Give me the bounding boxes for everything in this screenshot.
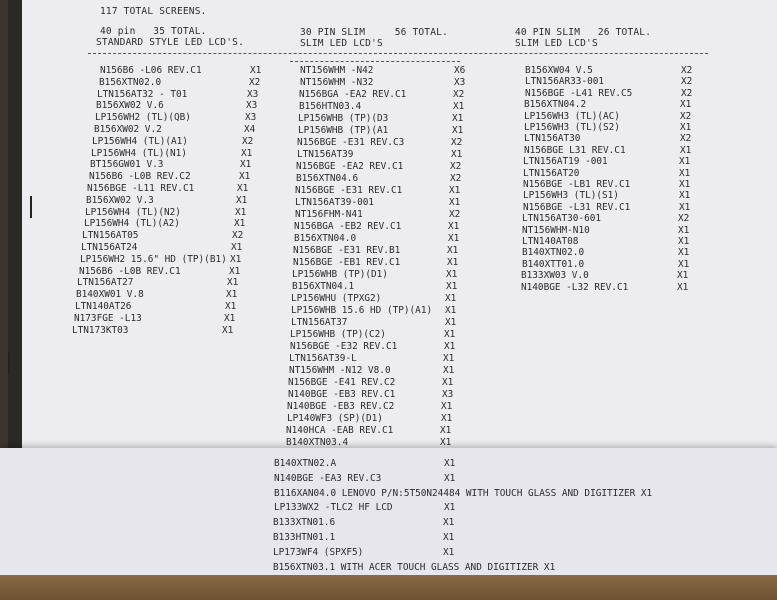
screen-qty: X2 xyxy=(232,230,244,242)
screen-model-row: N140BGE -EA3 REV.C3 xyxy=(274,472,382,484)
col2-subtitle: SLIM LED LCD'S xyxy=(300,38,383,49)
screen-qty: X2 xyxy=(680,133,692,145)
paper-edge-shadow xyxy=(8,0,22,468)
screen-model-row: LTN140AT08 xyxy=(522,236,579,247)
screen-model-row: LTN156AT05 xyxy=(82,230,139,242)
screen-model-row: LP156WHB (TP)(C2) xyxy=(290,329,386,340)
screen-qty: X1 xyxy=(440,425,452,436)
screen-model-row: LTN156AT30-601 xyxy=(522,213,602,225)
screen-qty: X2 xyxy=(678,213,690,225)
screen-model-row: B140XTT01.0 xyxy=(522,258,585,270)
screen-qty: X6 xyxy=(454,65,466,76)
col1-subtitle: STANDARD STYLE LED LCD'S. xyxy=(96,37,244,48)
screen-qty: X1 xyxy=(448,233,460,244)
screen-model-row: B156XTN04.0 xyxy=(294,233,357,244)
col2-title: 30 PIN SLIM 56 TOTAL. xyxy=(300,27,448,38)
screen-model-row: N156BGE -EB1 REV.C1 xyxy=(293,257,401,268)
screen-model-row: B133XTN01.6 xyxy=(273,517,336,529)
screen-model-row: N140BGE -L32 REV.C1 xyxy=(521,281,629,293)
screen-model-row: LP156WH2 (TL)(QB) xyxy=(95,112,191,124)
wooden-desk xyxy=(0,575,777,600)
screen-model-row: B156XTN04.6 xyxy=(296,173,359,184)
screen-qty: X1 xyxy=(444,458,456,469)
screen-qty: X1 xyxy=(226,289,238,301)
screen-qty: X4 xyxy=(244,124,256,135)
screen-qty: X1 xyxy=(240,159,252,171)
screen-qty: X1 xyxy=(449,197,461,208)
screen-qty: X1 xyxy=(241,147,253,159)
screen-qty: X1 xyxy=(678,258,690,270)
screen-model-row: N156BGE -EA2 REV.C1 xyxy=(296,161,404,172)
screen-qty: X1 xyxy=(449,185,461,196)
screen-model-row: B140XW01 V.8 xyxy=(76,289,144,301)
screen-model-row: B156XW02 V.6 xyxy=(96,100,164,112)
screen-qty: X2 xyxy=(249,76,261,88)
screen-model-row: NT156FHM-N41 xyxy=(295,209,363,220)
screen-model-row: N156BGE -LB1 REV.C1 xyxy=(523,179,631,190)
screen-qty: X1 xyxy=(443,365,455,376)
screen-qty: X1 xyxy=(678,224,690,236)
screen-qty: X3 xyxy=(246,100,258,112)
screen-qty: X1 xyxy=(444,502,456,514)
screen-qty: X1 xyxy=(227,277,239,289)
screen-qty: X2 xyxy=(450,173,462,184)
screen-model-row: N156BGE -L41 REV.C5 xyxy=(525,87,633,99)
screen-model-row: B156XW02 V.2 xyxy=(94,124,162,135)
screen-model-row: N156B6 -L06 REV.C1 xyxy=(100,65,202,76)
screen-qty: X1 xyxy=(443,532,455,543)
screen-qty: X2 xyxy=(242,135,254,147)
screen-qty: X1 xyxy=(451,149,463,160)
screen-model-row: B140XTN03.4 xyxy=(286,437,349,448)
screen-model-row: LP156WHU (TPXG2) xyxy=(291,293,382,304)
screen-qty: X1 xyxy=(453,101,465,112)
screen-model-row: N156BGE -E31 REV.C1 xyxy=(295,185,403,196)
screen-model-row: LP156WHB (TP)(A1 xyxy=(298,125,389,136)
screen-qty: X2 xyxy=(681,76,693,88)
screen-qty: X2 xyxy=(681,65,693,76)
screen-qty: X1 xyxy=(679,201,691,213)
screen-qty: X1 xyxy=(678,247,690,259)
screen-model-row: B156XTN04.1 xyxy=(292,281,355,292)
screen-qty: X1 xyxy=(680,122,692,133)
screen-qty: X1 xyxy=(444,329,456,340)
screen-model-row: B140XTN02.A xyxy=(274,458,337,469)
screen-qty: X1 xyxy=(446,269,458,280)
screen-qty: X1 xyxy=(444,341,456,352)
screen-model-row: B156XW02 V.3 xyxy=(86,194,154,206)
screen-qty: X1 xyxy=(235,206,247,218)
screen-qty: X2 xyxy=(453,89,465,100)
screen-qty: X1 xyxy=(231,242,243,253)
screen-qty: X1 xyxy=(452,125,464,136)
screen-model-row: LTN156AT19 -001 xyxy=(523,156,608,168)
screen-model-row: N156BGA -EB2 REV.C1 xyxy=(294,221,402,232)
screen-model-row: LP156WH3 (TL)(S1) xyxy=(523,190,619,202)
screen-model-row: LTN156AT32 - T01 xyxy=(97,88,188,100)
screen-model-row: N156BGE -E41 REV.C2 xyxy=(288,377,396,388)
screen-model-row: NT156WHM -N12 V8.0 xyxy=(289,365,391,376)
screen-qty: X1 xyxy=(445,305,457,316)
col3-subtitle: SLIM LED LCD'S xyxy=(515,38,598,49)
screen-qty: X2 xyxy=(449,209,461,220)
screen-model-row: N140BGE -EB3 REV.C2 xyxy=(287,401,395,412)
screen-model-row: LTN156AT20 xyxy=(523,167,580,179)
screen-qty: X2 xyxy=(450,161,462,172)
header-divider xyxy=(88,53,708,54)
screen-qty: X1 xyxy=(441,401,453,412)
screen-model-row: N173FGE -L13 xyxy=(74,312,142,324)
screen-model-row: B156HTN03.4 xyxy=(299,101,362,112)
screen-model-row: N156BGE L31 REV.C1 xyxy=(524,144,626,156)
screen-qty: X1 xyxy=(677,270,689,282)
screen-model-row: LTN173KT03 xyxy=(72,324,129,336)
screen-model-row: B156XTN04.2 xyxy=(524,99,587,111)
col3-title: 40 PIN SLIM 26 TOTAL. xyxy=(515,27,652,38)
screen-model-row: N156BGE -E31 REV.B1 xyxy=(293,245,401,256)
screen-model-row: LTN156AT37 xyxy=(291,317,348,328)
screen-model-row: LP140WF3 (SP)(D1) xyxy=(287,413,383,424)
screen-qty: X1 xyxy=(250,65,262,76)
inventory-page-1 xyxy=(8,0,777,468)
screen-model-row: B140XTN02.0 xyxy=(522,247,585,259)
inventory-page-2 xyxy=(0,448,777,582)
screen-qty: X1 xyxy=(452,113,464,124)
screen-model-row: N156B6 -L0B REV.C2 xyxy=(89,171,191,183)
screen-model-row: LP156WH3 (TL)(AC) xyxy=(524,110,620,122)
screen-model-row: N156BGE -L11 REV.C1 xyxy=(87,183,195,194)
screen-model-row: N156BGE -E31 REV.C3 xyxy=(297,137,405,148)
screen-model-row: B133XW03 V.0 xyxy=(521,270,589,282)
screen-qty: X1 xyxy=(679,167,691,179)
screen-model-row: N156BGA -EA2 REV.C1 xyxy=(299,89,407,100)
binder-hole-mark xyxy=(30,196,39,218)
screen-qty: X1 xyxy=(229,265,241,277)
screen-qty: X1 xyxy=(680,144,692,156)
screen-qty: X1 xyxy=(236,194,248,206)
total-screens-heading: 117 TOTAL SCREENS. xyxy=(100,6,207,17)
screen-qty: X2 xyxy=(681,87,693,99)
screen-qty: X1 xyxy=(225,301,237,312)
screen-model-row: B116XAN04.0 LENOVO P/N:5T50N24484 WITH TOUCH GLASS AND DIGITIZER X1 xyxy=(274,487,653,499)
screen-model-row: LP156WH4 (TL)(A1) xyxy=(92,135,188,147)
screen-model-row: B133HTN01.1 xyxy=(273,532,336,543)
screen-qty: X1 xyxy=(441,413,453,424)
screen-qty: X3 xyxy=(442,389,454,400)
screen-model-row: B156XTN02.0 xyxy=(99,76,162,88)
screen-model-row: LP156WHB (TP)(D3 xyxy=(298,113,389,124)
screen-model-row: NT156WHM -N32 xyxy=(300,77,374,88)
col1-title: 40 pin 35 TOTAL. xyxy=(100,26,207,37)
screen-model-row: NT156WHM-N10 xyxy=(522,224,590,236)
screen-qty: X3 xyxy=(247,88,259,100)
screen-model-row: LTN156AT27 xyxy=(77,277,134,289)
screen-model-row: N156BGE -L31 REV.C1 xyxy=(523,201,631,213)
screen-model-row: LP173WF4 (SPXF5) xyxy=(273,546,364,558)
screen-model-row: LP156WH4 (TL)(N1) xyxy=(91,147,187,159)
screen-qty: X1 xyxy=(237,183,249,194)
screen-model-row: LP156WH3 (TL)(S2) xyxy=(524,122,620,133)
screen-qty: X1 xyxy=(443,517,455,529)
screen-model-row: LTN140AT26 xyxy=(75,301,132,312)
screen-model-row: B156XW04 V.5 xyxy=(525,65,593,76)
screen-qty: X1 xyxy=(444,472,456,484)
screen-model-row: LTN156AR33-001 xyxy=(525,76,605,88)
screen-qty: X3 xyxy=(245,112,257,124)
screen-qty: X1 xyxy=(443,546,455,558)
screen-model-row: LP156WHB (TP)(D1) xyxy=(292,269,388,280)
screen-qty: X1 xyxy=(239,171,251,183)
screen-model-row: LP156WH2 15.6" HD (TP)(B1) xyxy=(80,253,227,265)
col2-divider xyxy=(290,61,460,62)
screen-model-row: NT156WHM -N42 xyxy=(300,65,374,76)
binder-hole-mark xyxy=(8,352,17,374)
screen-qty: X1 xyxy=(679,190,691,202)
screen-qty: X1 xyxy=(677,281,689,293)
screen-qty: X1 xyxy=(680,99,692,111)
screen-qty: X1 xyxy=(440,437,452,448)
screen-qty: X1 xyxy=(442,377,454,388)
screen-model-row: N140BGE -EB3 REV.C1 xyxy=(288,389,396,400)
screen-qty: X3 xyxy=(454,77,466,88)
screen-model-row: B156XTN03.1 WITH ACER TOUCH GLASS AND DIGITIZER X1 xyxy=(273,561,556,573)
screen-qty: X1 xyxy=(678,236,690,247)
screen-model-row: LP133WX2 -TLC2 HF LCD xyxy=(274,502,393,514)
screen-qty: X1 xyxy=(230,253,242,265)
screen-qty: X1 xyxy=(448,221,460,232)
screen-qty: X1 xyxy=(447,245,459,256)
screen-model-row: LTN156AT39-001 xyxy=(295,197,375,208)
screen-qty: X1 xyxy=(222,324,234,336)
screen-model-row: BT156GW01 V.3 xyxy=(90,159,164,171)
screen-qty: X1 xyxy=(445,293,457,304)
screen-qty: X2 xyxy=(451,137,463,148)
screen-qty: X1 xyxy=(447,257,459,268)
screen-qty: X1 xyxy=(234,218,246,230)
screen-model-row: LTN156AT24 xyxy=(81,242,138,253)
screen-model-row: LTN156AT30 xyxy=(524,133,581,145)
screen-model-row: LTN156AT39 xyxy=(297,149,354,160)
screen-model-row: LP156WH4 (TL)(N2) xyxy=(85,206,181,218)
screen-model-row: LP156WH4 (TL)(A2) xyxy=(84,218,180,230)
screen-model-row: LP156WHB 15.6 HD (TP)(A1) xyxy=(291,305,433,316)
screen-qty: X2 xyxy=(680,110,692,122)
screen-qty: X1 xyxy=(443,353,455,364)
screen-model-row: N140HCA -EAB REV.C1 xyxy=(286,425,394,436)
screen-qty: X1 xyxy=(679,156,691,168)
screen-qty: X1 xyxy=(224,312,236,324)
screen-model-row: N156BGE -E32 REV.C1 xyxy=(290,341,398,352)
screen-qty: X1 xyxy=(679,179,691,190)
screen-qty: X1 xyxy=(445,317,457,328)
screen-qty: X1 xyxy=(446,281,458,292)
screen-model-row: LTN156AT39-L xyxy=(289,353,357,364)
screen-model-row: N156B6 -L0B REV.C1 xyxy=(79,265,181,277)
